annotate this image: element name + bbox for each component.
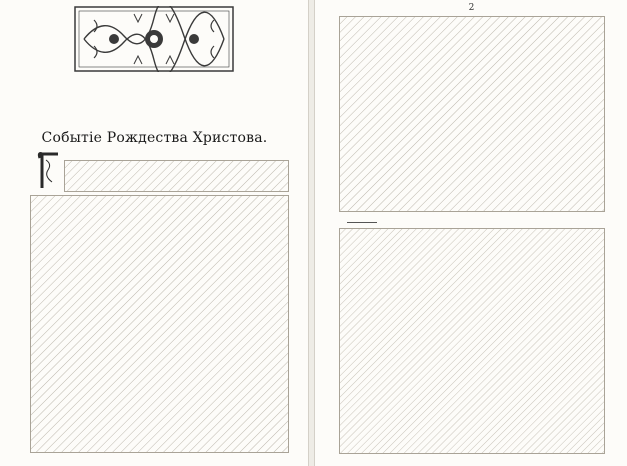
main-text-block (339, 16, 605, 212)
text-placeholder (64, 160, 289, 192)
ornamental-initial (36, 150, 62, 190)
page-number: 2 (468, 3, 475, 13)
text-placeholder (30, 195, 289, 453)
chapter-title: Событіе Рождества Христова. (41, 130, 268, 146)
drop-cap-graphic (36, 150, 62, 190)
footnote-block (339, 228, 605, 454)
main-text-block (64, 160, 289, 192)
left-page (0, 0, 309, 466)
text-placeholder (339, 228, 605, 454)
ornament-graphic (74, 6, 234, 72)
right-page (314, 0, 627, 466)
footnote-separator (347, 222, 377, 223)
main-text-block (30, 195, 289, 453)
decorative-headpiece (74, 6, 234, 72)
text-placeholder (339, 16, 605, 212)
